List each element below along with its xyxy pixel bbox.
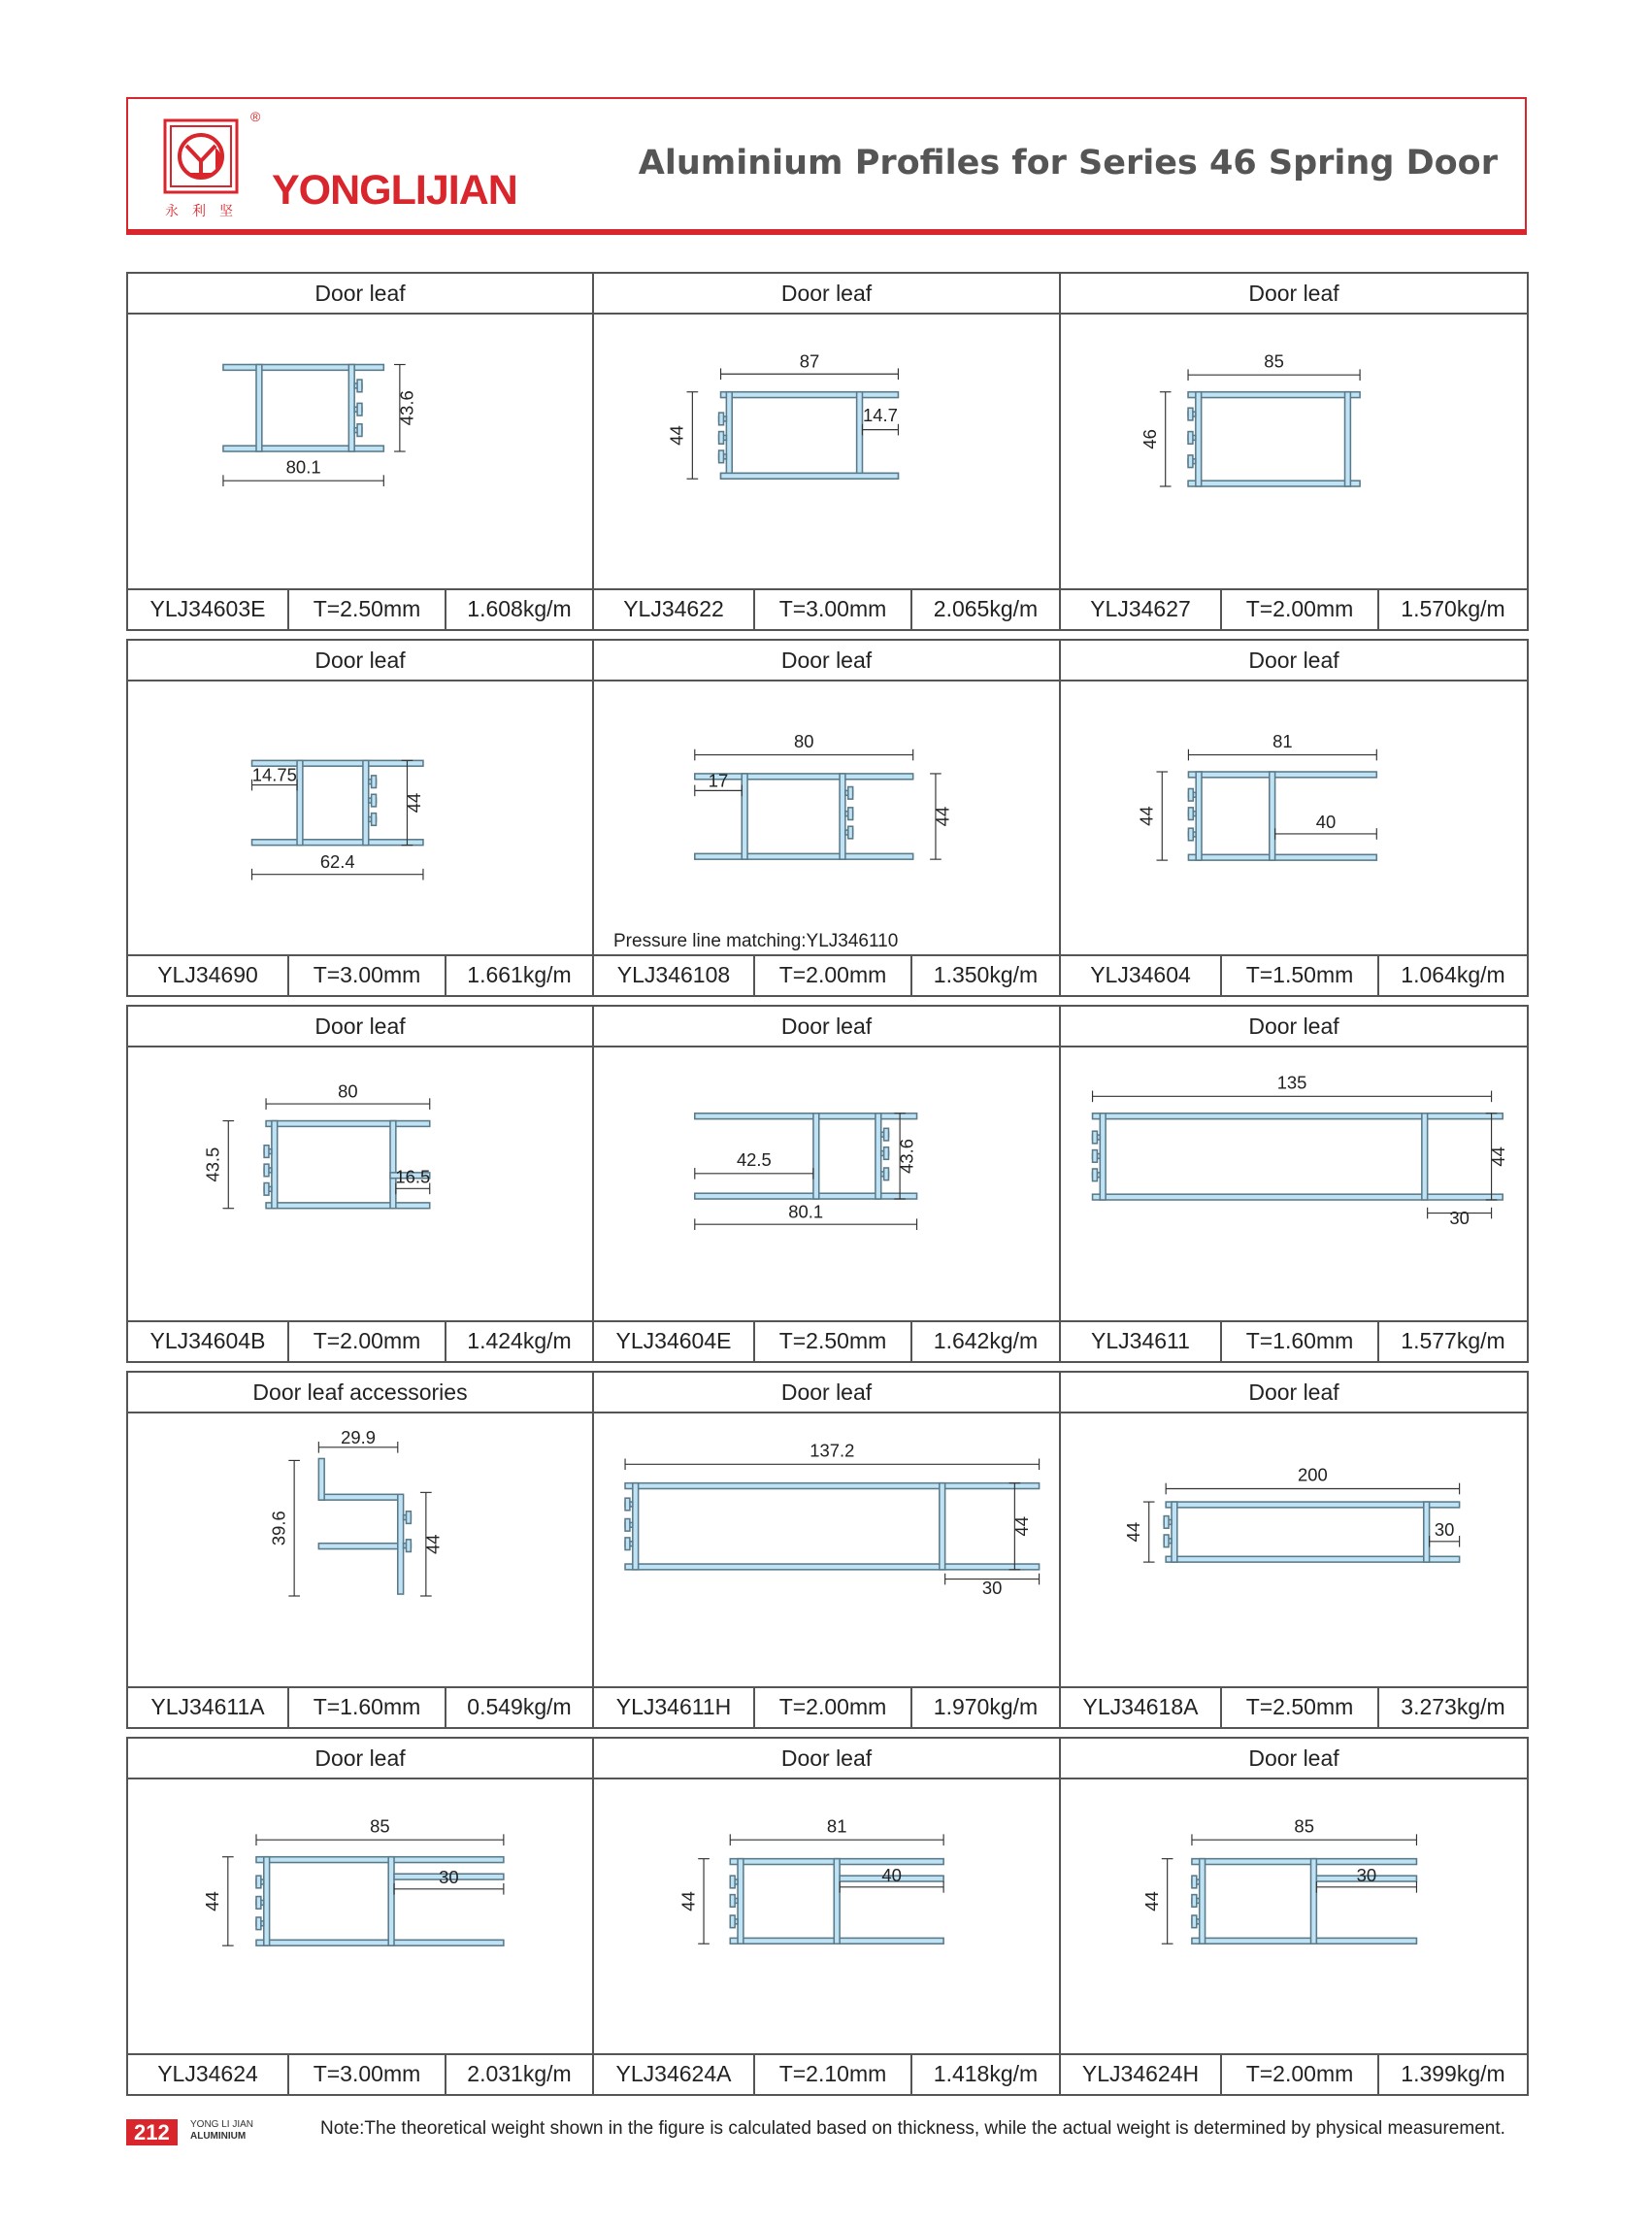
profile-tooth — [1188, 455, 1193, 468]
dimension-label: 17 — [708, 770, 729, 791]
profile-svg — [1061, 313, 1527, 590]
brand-cn: 永利坚 — [165, 204, 247, 219]
profile-wall — [1270, 772, 1275, 860]
profile-tooth — [1093, 1169, 1098, 1181]
dimension-label: 200 — [1298, 1464, 1328, 1485]
profile-wall — [1100, 1114, 1106, 1200]
profile-drawing — [594, 313, 1059, 590]
dimension-label: 87 — [799, 350, 820, 372]
profile-tooth — [372, 776, 377, 788]
profile-wall — [1188, 854, 1376, 860]
profile-wall — [1424, 1502, 1430, 1562]
unit-weight: 1.608kg/m — [467, 596, 572, 621]
cell-title: Door leaf — [1061, 1373, 1527, 1413]
profile-wall — [223, 446, 383, 451]
profile-svg — [594, 1778, 1059, 2055]
profile-tooth — [407, 1512, 412, 1524]
profile-tooth — [1188, 828, 1193, 841]
dimension-label: 46 — [1139, 429, 1160, 449]
profile-wall — [318, 1544, 397, 1549]
dimension-label: 30 — [1449, 1208, 1470, 1229]
profile-svg — [128, 1778, 592, 2055]
profile-wall — [695, 1114, 917, 1119]
profile-tooth — [256, 1917, 261, 1930]
profile-drawing — [128, 1412, 592, 1688]
dimension-label: 137.2 — [809, 1440, 855, 1461]
profile-wall — [1311, 1859, 1317, 1944]
dimension-label: 85 — [370, 1815, 390, 1837]
profile-drawing — [128, 313, 592, 590]
profile-tooth — [357, 424, 362, 437]
profile-tooth — [1188, 408, 1193, 420]
profile-drawing — [128, 1778, 592, 2055]
profile-drawing — [1061, 1412, 1527, 1688]
profile-svg — [128, 1412, 592, 1688]
cell-title: Door leaf — [594, 1739, 1059, 1779]
profile-wall — [625, 1483, 1040, 1489]
dimension-label: 44 — [404, 792, 425, 814]
profile-tooth — [264, 1183, 269, 1196]
profile-wall — [390, 1121, 396, 1209]
dimension-label: 30 — [981, 1578, 1003, 1599]
cell-spec-row — [594, 588, 1059, 629]
profile-cell — [592, 639, 1061, 997]
wall-thickness: T=1.60mm — [1222, 1322, 1379, 1361]
profile-wall — [857, 392, 863, 479]
profile-wall — [840, 774, 845, 859]
profile-wall — [297, 760, 303, 845]
dimension-label: 43.5 — [202, 1147, 223, 1182]
profile-wall — [726, 392, 732, 479]
dimension-label: 39.6 — [268, 1511, 289, 1546]
profile-cell — [126, 1371, 594, 1729]
dimension-label: 14.75 — [251, 764, 297, 785]
dimension-label: 80.1 — [788, 1201, 824, 1222]
cell-spec-row — [1061, 1686, 1527, 1727]
profile-wall — [363, 760, 369, 845]
profile-wall — [318, 1494, 397, 1500]
profile-cell — [1059, 1371, 1529, 1729]
profile-svg — [1061, 680, 1527, 956]
dimension-label: 44 — [1140, 1891, 1162, 1911]
profile-svg — [1061, 1412, 1527, 1688]
profile-wall — [695, 1193, 917, 1199]
dimension-label: 40 — [1315, 812, 1337, 833]
profile-tooth — [625, 1538, 630, 1550]
wall-thickness: T=3.00mm — [289, 2055, 446, 2094]
model-number: YLJ34622 — [594, 590, 755, 629]
cell-title: Door leaf — [1061, 1739, 1527, 1779]
profile-wall — [348, 365, 354, 451]
footer-brand-top: YONG LI JIAN — [190, 2119, 254, 2130]
cell-title: Door leaf — [594, 641, 1059, 681]
model-number: YLJ34690 — [128, 956, 289, 995]
dimension-label: 43.6 — [896, 1138, 917, 1174]
cell-title: Door leaf — [594, 1007, 1059, 1047]
unit-weight: 2.031kg/m — [467, 2061, 572, 2086]
footer-brand — [190, 2119, 253, 2143]
profile-tooth — [1188, 788, 1193, 801]
dimension-label: 44 — [1488, 1147, 1509, 1167]
profile-wall — [876, 1114, 881, 1199]
profile-wall — [256, 365, 262, 451]
profile-wall — [256, 1940, 504, 1945]
profile-tooth — [1188, 432, 1193, 445]
cell-title: Door leaf accessories — [128, 1373, 592, 1413]
profile-cell — [592, 272, 1061, 631]
profile-wall — [388, 1857, 394, 1945]
profile-wall — [266, 1121, 430, 1127]
cell-title: Door leaf — [128, 1739, 592, 1779]
profile-cell — [592, 1737, 1061, 2096]
profile-cell — [1059, 1005, 1529, 1363]
dimension-label: 30 — [1434, 1518, 1455, 1540]
cell-spec-row — [594, 1320, 1059, 1361]
profile-drawing — [1061, 680, 1527, 956]
wall-thickness: T=2.00mm — [755, 956, 912, 995]
profile-wall — [1093, 1194, 1503, 1200]
cell-title: Door leaf — [1061, 274, 1527, 315]
dimension-label: 44 — [202, 1891, 223, 1911]
profile-wall — [1196, 392, 1202, 486]
profile-tooth — [719, 432, 724, 445]
profile-wall — [813, 1114, 819, 1199]
wall-thickness: T=1.60mm — [289, 1688, 446, 1727]
profile-wall — [1166, 1556, 1459, 1562]
unit-weight: 3.273kg/m — [1401, 1694, 1505, 1719]
model-number: YLJ34604B — [128, 1322, 289, 1361]
profile-drawing — [1061, 313, 1527, 590]
unit-weight: 2.065kg/m — [933, 596, 1039, 621]
dimension-label: 85 — [1264, 350, 1284, 372]
profile-svg — [1061, 1046, 1527, 1322]
cell-spec-row — [1061, 1320, 1527, 1361]
dimension-label: 62.4 — [319, 850, 355, 872]
unit-weight: 1.642kg/m — [933, 1328, 1039, 1353]
cell-spec-row — [594, 1686, 1059, 1727]
profile-wall — [695, 853, 913, 859]
dimension-label: 30 — [1356, 1865, 1377, 1886]
profile-cell — [1059, 272, 1529, 631]
profile-wall — [266, 1203, 430, 1209]
profile-tooth — [719, 413, 724, 425]
model-number: YLJ34618A — [1061, 1688, 1222, 1727]
profile-drawing — [1061, 1046, 1527, 1322]
profile-wall — [721, 473, 899, 479]
dimension-label: 135 — [1276, 1072, 1307, 1093]
footer-note: Note:The theoretical weight shown in the figure is calculated based on thickness, while the actual weight is determined by physical measurement. — [320, 2118, 1505, 2139]
profile-wall — [1196, 772, 1202, 860]
profile-wall — [834, 1859, 840, 1944]
brand-name: YONGLIJIAN — [272, 167, 517, 214]
dimension-label: 81 — [1272, 730, 1293, 751]
dimension-label: 42.5 — [736, 1149, 772, 1171]
profile-tooth — [1164, 1516, 1169, 1529]
unit-weight: 0.549kg/m — [467, 1694, 572, 1719]
profile-tooth — [884, 1147, 889, 1160]
profile-tooth — [625, 1498, 630, 1511]
profile-cell — [126, 272, 594, 631]
profile-tooth — [719, 450, 724, 463]
profile-tooth — [848, 808, 853, 820]
page-header — [126, 97, 1527, 233]
unit-weight: 1.064kg/m — [1401, 962, 1505, 987]
cell-title: Door leaf — [1061, 1007, 1527, 1047]
profile-wall — [1200, 1859, 1206, 1944]
wall-thickness: T=2.50mm — [755, 1322, 912, 1361]
cell-title: Door leaf — [128, 1007, 592, 1047]
dimension-label: 16.5 — [395, 1166, 431, 1187]
profile-cell — [126, 1737, 594, 2096]
model-number: YLJ34604E — [594, 1322, 755, 1361]
profile-wall — [252, 840, 423, 846]
profile-wall — [1192, 1938, 1417, 1944]
dimension-label: 44 — [932, 806, 953, 827]
cell-spec-row — [594, 2053, 1059, 2094]
profile-tooth — [1164, 1535, 1169, 1547]
profile-cell — [126, 639, 594, 997]
cell-title: Door leaf — [594, 274, 1059, 315]
profile-wall — [1093, 1114, 1503, 1119]
profile-svg — [594, 313, 1059, 590]
profile-tooth — [730, 1915, 735, 1928]
dimension-label: 44 — [1136, 806, 1157, 826]
cell-spec-row — [1061, 2053, 1527, 2094]
dimension-label: 80.1 — [285, 456, 321, 478]
page-number: 212 — [126, 2119, 178, 2145]
profile-tooth — [848, 787, 853, 800]
profile-wall — [256, 1857, 504, 1863]
profile-tooth — [884, 1168, 889, 1180]
wall-thickness: T=2.00mm — [1222, 2055, 1379, 2094]
profile-tooth — [1192, 1876, 1197, 1888]
dimension-label: 40 — [881, 1865, 902, 1886]
dimension-label: 80 — [793, 730, 814, 751]
wall-thickness: T=2.00mm — [755, 1688, 912, 1727]
unit-weight: 1.418kg/m — [933, 2061, 1039, 2086]
profile-tooth — [407, 1540, 412, 1552]
profile-tooth — [1192, 1895, 1197, 1908]
profile-wall — [1188, 481, 1360, 486]
profile-tooth — [264, 1164, 269, 1177]
dimension-label: 80 — [338, 1080, 358, 1102]
cell-title: Door leaf — [128, 641, 592, 681]
profile-wall — [1422, 1114, 1428, 1200]
model-number: YLJ34624H — [1061, 2055, 1222, 2094]
dimension-label: 14.7 — [862, 404, 898, 425]
wall-thickness: T=2.50mm — [289, 590, 446, 629]
profile-wall — [742, 774, 747, 859]
unit-weight: 1.661kg/m — [467, 962, 572, 987]
profile-wall — [318, 1458, 324, 1500]
model-number: YLJ346108 — [594, 956, 755, 995]
profile-tooth — [256, 1897, 261, 1910]
pressure-line-note: Pressure line matching:YLJ346110 — [613, 931, 899, 951]
wall-thickness: T=2.00mm — [289, 1322, 446, 1361]
dimension-label: 43.6 — [396, 390, 417, 426]
profile-wall — [738, 1859, 743, 1944]
unit-weight: 1.424kg/m — [467, 1328, 572, 1353]
dimension-label: 81 — [826, 1815, 847, 1837]
profile-svg — [128, 680, 592, 956]
profile-wall — [398, 1494, 404, 1594]
profile-tooth — [357, 403, 362, 415]
cell-spec-row — [128, 2053, 592, 2094]
cell-title: Door leaf — [594, 1373, 1059, 1413]
profile-cell — [592, 1371, 1061, 1729]
unit-weight: 1.970kg/m — [933, 1694, 1039, 1719]
dimension-label: 29.9 — [341, 1426, 376, 1447]
profile-svg — [128, 1046, 592, 1322]
dimension-label: 44 — [422, 1534, 444, 1554]
profile-svg — [594, 680, 1059, 956]
wall-thickness: T=3.00mm — [755, 590, 912, 629]
profile-wall — [1188, 772, 1376, 778]
profile-svg — [1061, 1778, 1527, 2055]
profile-cell — [126, 1005, 594, 1363]
profile-tooth — [256, 1876, 261, 1888]
profile-drawing — [594, 1412, 1059, 1688]
profile-svg — [594, 1046, 1059, 1322]
unit-weight: 1.399kg/m — [1401, 2061, 1505, 2086]
registered-mark: ® — [250, 109, 261, 124]
profile-drawing — [128, 680, 592, 956]
dimension-label: 44 — [1010, 1516, 1032, 1537]
profile-tooth — [884, 1128, 889, 1141]
cell-title: Door leaf — [1061, 641, 1527, 681]
profile-drawing — [1061, 1778, 1527, 2055]
profile-drawing — [128, 1046, 592, 1322]
profile-wall — [940, 1483, 945, 1570]
wall-thickness: T=2.00mm — [1222, 590, 1379, 629]
model-number: YLJ34611H — [594, 1688, 755, 1727]
cell-spec-row — [1061, 588, 1527, 629]
profile-wall — [1192, 1859, 1417, 1865]
footer-brand-bottom: ALUMINIUM — [190, 2131, 247, 2142]
model-number: YLJ34624 — [128, 2055, 289, 2094]
cell-spec-row — [128, 588, 592, 629]
cell-title: Door leaf — [128, 274, 592, 315]
cell-spec-row — [128, 954, 592, 995]
cell-spec-row — [594, 954, 1059, 995]
profile-tooth — [1192, 1915, 1197, 1928]
cell-spec-row — [128, 1320, 592, 1361]
profile-tooth — [1188, 808, 1193, 820]
unit-weight: 1.350kg/m — [933, 962, 1039, 987]
profile-wall — [1345, 392, 1351, 486]
cell-spec-row — [1061, 954, 1527, 995]
model-number: YLJ34604 — [1061, 956, 1222, 995]
model-number: YLJ34611A — [128, 1688, 289, 1727]
profile-cell — [592, 1005, 1061, 1363]
profile-tooth — [264, 1146, 269, 1158]
model-number: YLJ34611 — [1061, 1322, 1222, 1361]
model-number: YLJ34627 — [1061, 590, 1222, 629]
wall-thickness: T=2.50mm — [1222, 1688, 1379, 1727]
unit-weight: 1.577kg/m — [1401, 1328, 1505, 1353]
wall-thickness: T=3.00mm — [289, 956, 446, 995]
brand-logo-icon — [163, 118, 239, 194]
profile-wall — [721, 392, 899, 398]
profile-wall — [1172, 1502, 1177, 1562]
dimension-label: 44 — [677, 1891, 699, 1911]
profile-tooth — [730, 1895, 735, 1908]
wall-thickness: T=1.50mm — [1222, 956, 1379, 995]
profile-drawing — [594, 1778, 1059, 2055]
profile-wall — [264, 1857, 270, 1945]
profile-tooth — [625, 1519, 630, 1532]
header-divider — [126, 229, 1527, 235]
dimension-label: 44 — [666, 425, 687, 446]
cell-spec-row — [128, 1686, 592, 1727]
wall-thickness: T=2.10mm — [755, 2055, 912, 2094]
profile-tooth — [1093, 1150, 1098, 1163]
profile-tooth — [1093, 1131, 1098, 1144]
profile-wall — [223, 365, 383, 371]
model-number: YLJ34624A — [594, 2055, 755, 2094]
profile-cell — [1059, 1737, 1529, 2096]
profile-wall — [1166, 1502, 1459, 1508]
profile-svg — [128, 313, 592, 590]
profile-drawing — [594, 680, 1059, 956]
dimension-label: 30 — [439, 1866, 459, 1887]
profile-wall — [1188, 392, 1360, 398]
profile-tooth — [372, 794, 377, 807]
page-title: Aluminium Profiles for Series 46 Spring Door — [638, 144, 1498, 183]
profile-drawing — [594, 1046, 1059, 1322]
profile-tooth — [848, 826, 853, 839]
profile-tooth — [730, 1876, 735, 1888]
profile-svg — [594, 1412, 1059, 1688]
unit-weight: 1.570kg/m — [1401, 596, 1505, 621]
profile-wall — [633, 1483, 639, 1570]
profile-wall — [625, 1564, 1040, 1570]
profile-cell — [1059, 639, 1529, 997]
profile-tooth — [357, 380, 362, 392]
dimension-label: 85 — [1294, 1815, 1314, 1837]
profile-wall — [272, 1121, 278, 1209]
dimension-label: 44 — [1123, 1521, 1144, 1543]
model-number: YLJ34603E — [128, 590, 289, 629]
profile-tooth — [372, 814, 377, 826]
